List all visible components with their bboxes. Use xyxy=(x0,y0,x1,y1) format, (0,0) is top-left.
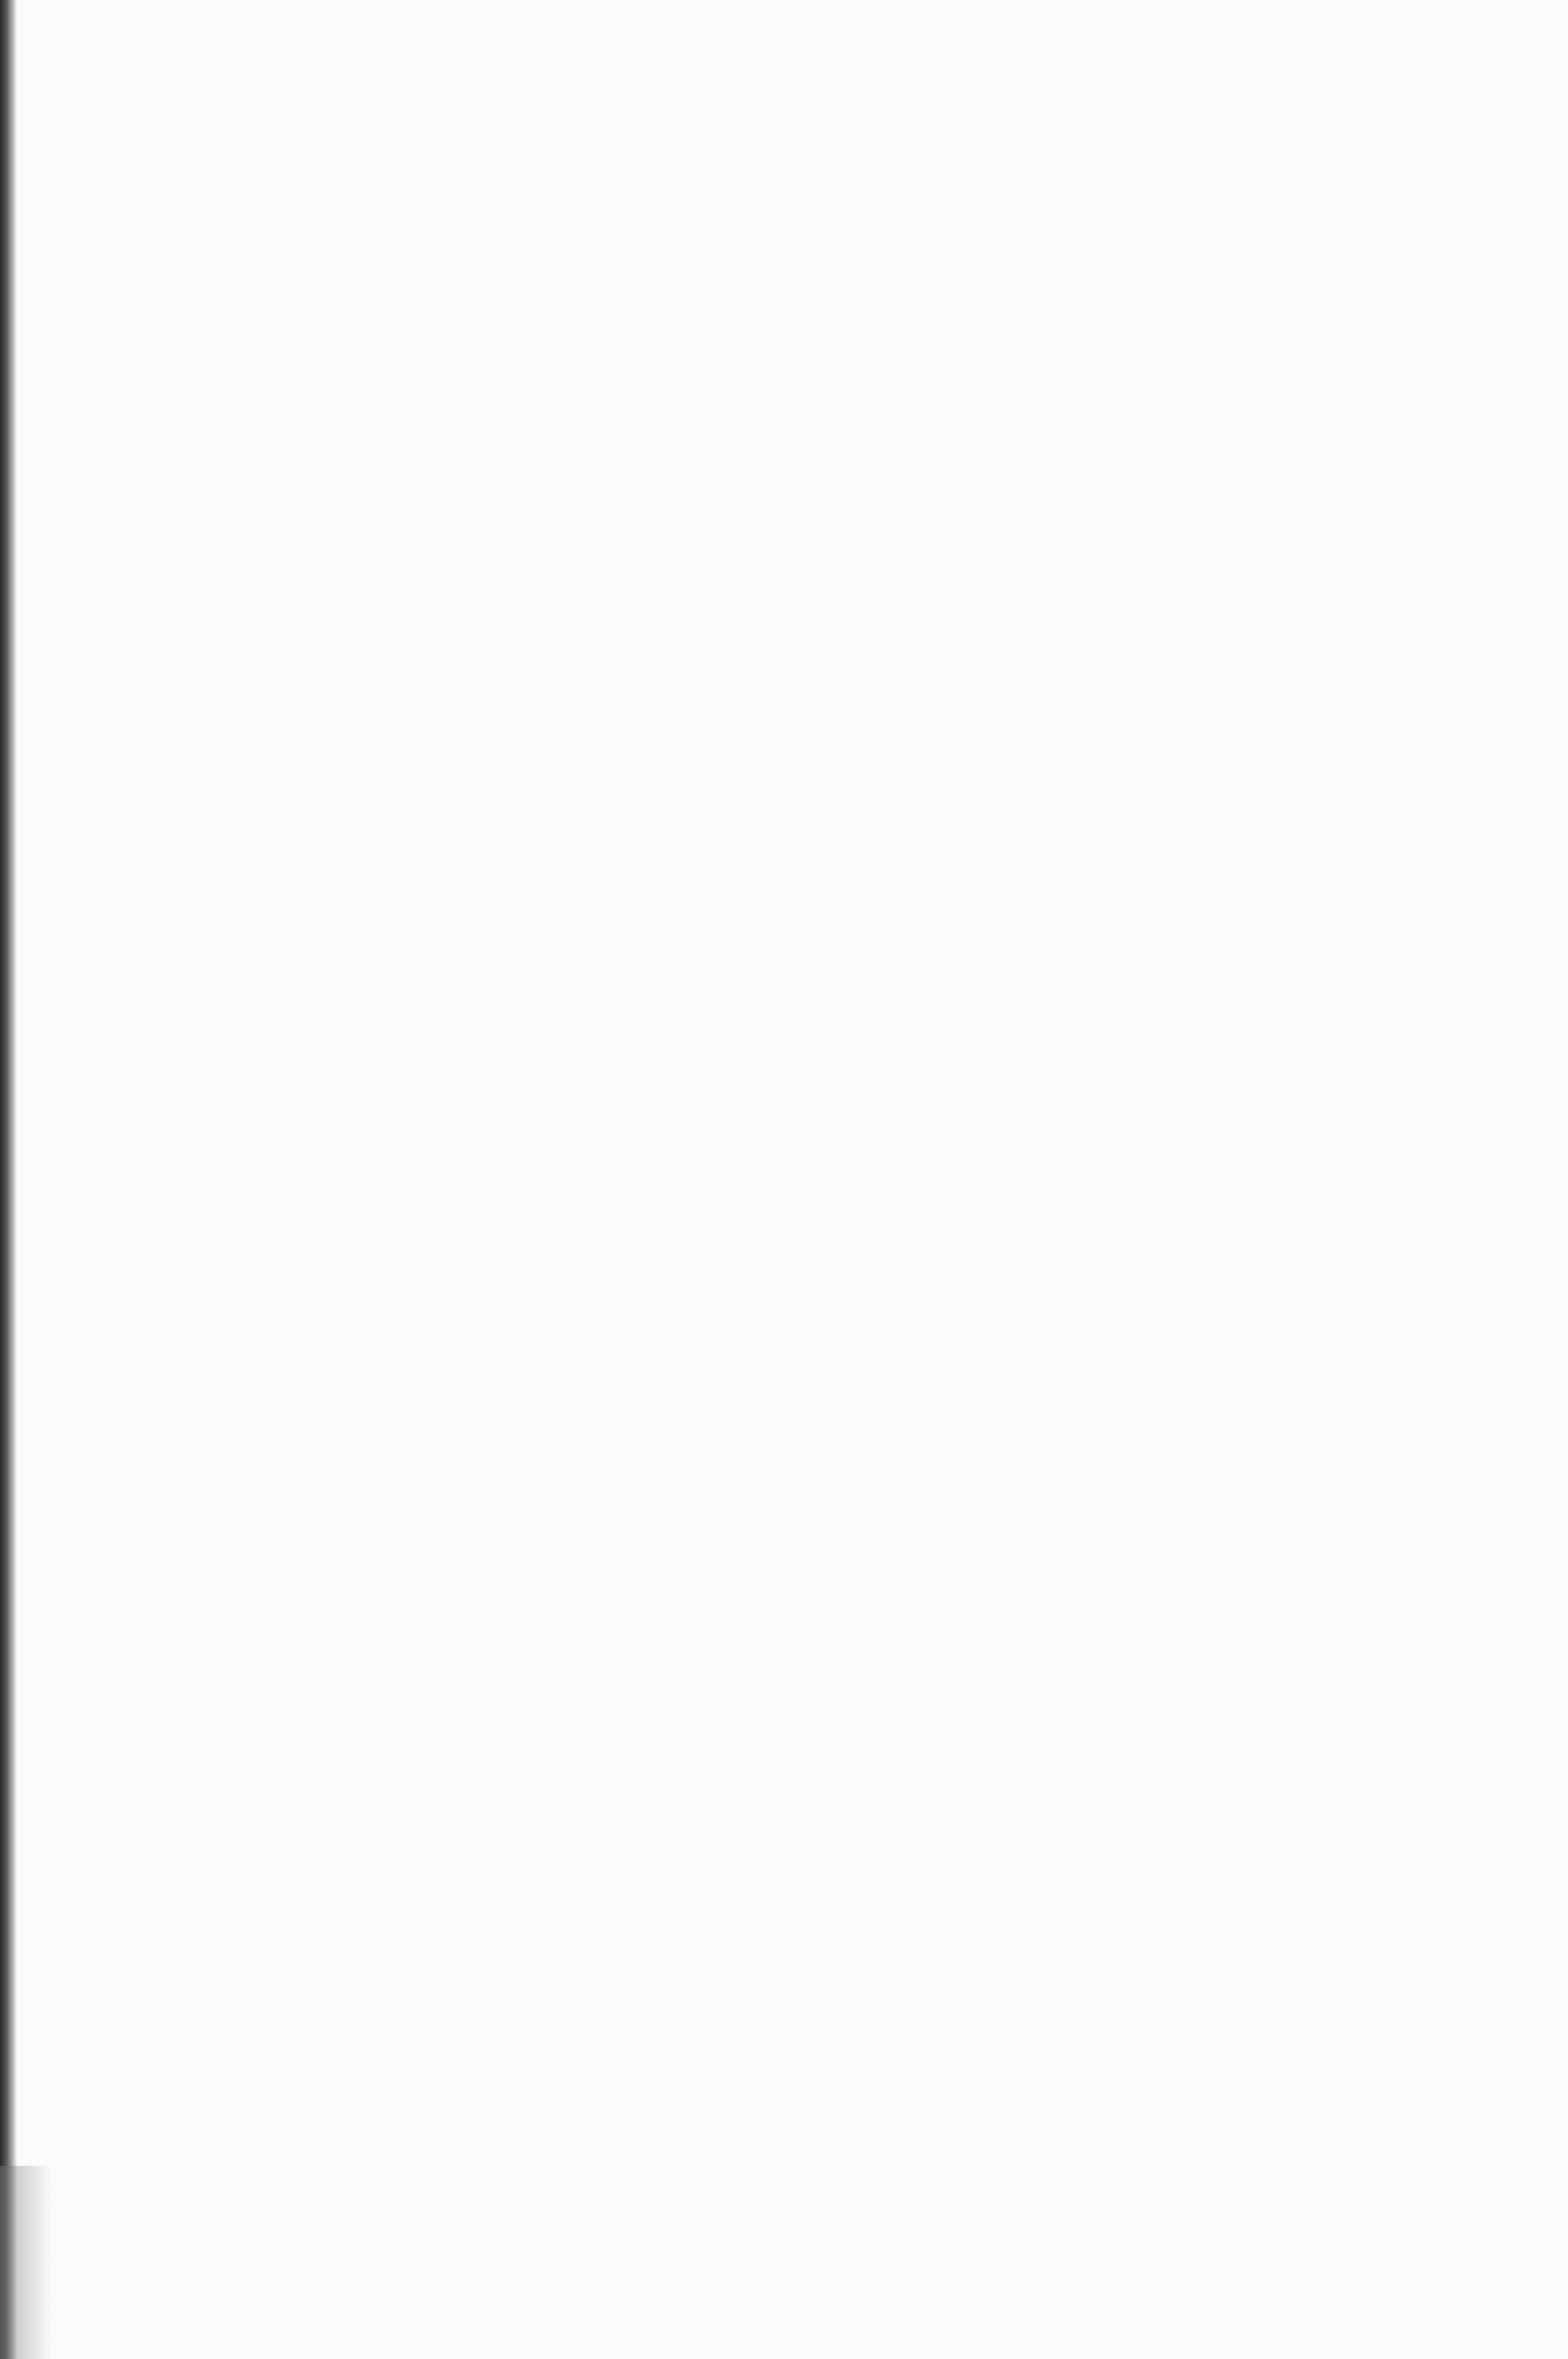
page-edge-shadow xyxy=(0,0,17,2359)
page-edge-shadow-bottom xyxy=(0,2166,52,2359)
running-footer xyxy=(1329,2283,1360,2316)
